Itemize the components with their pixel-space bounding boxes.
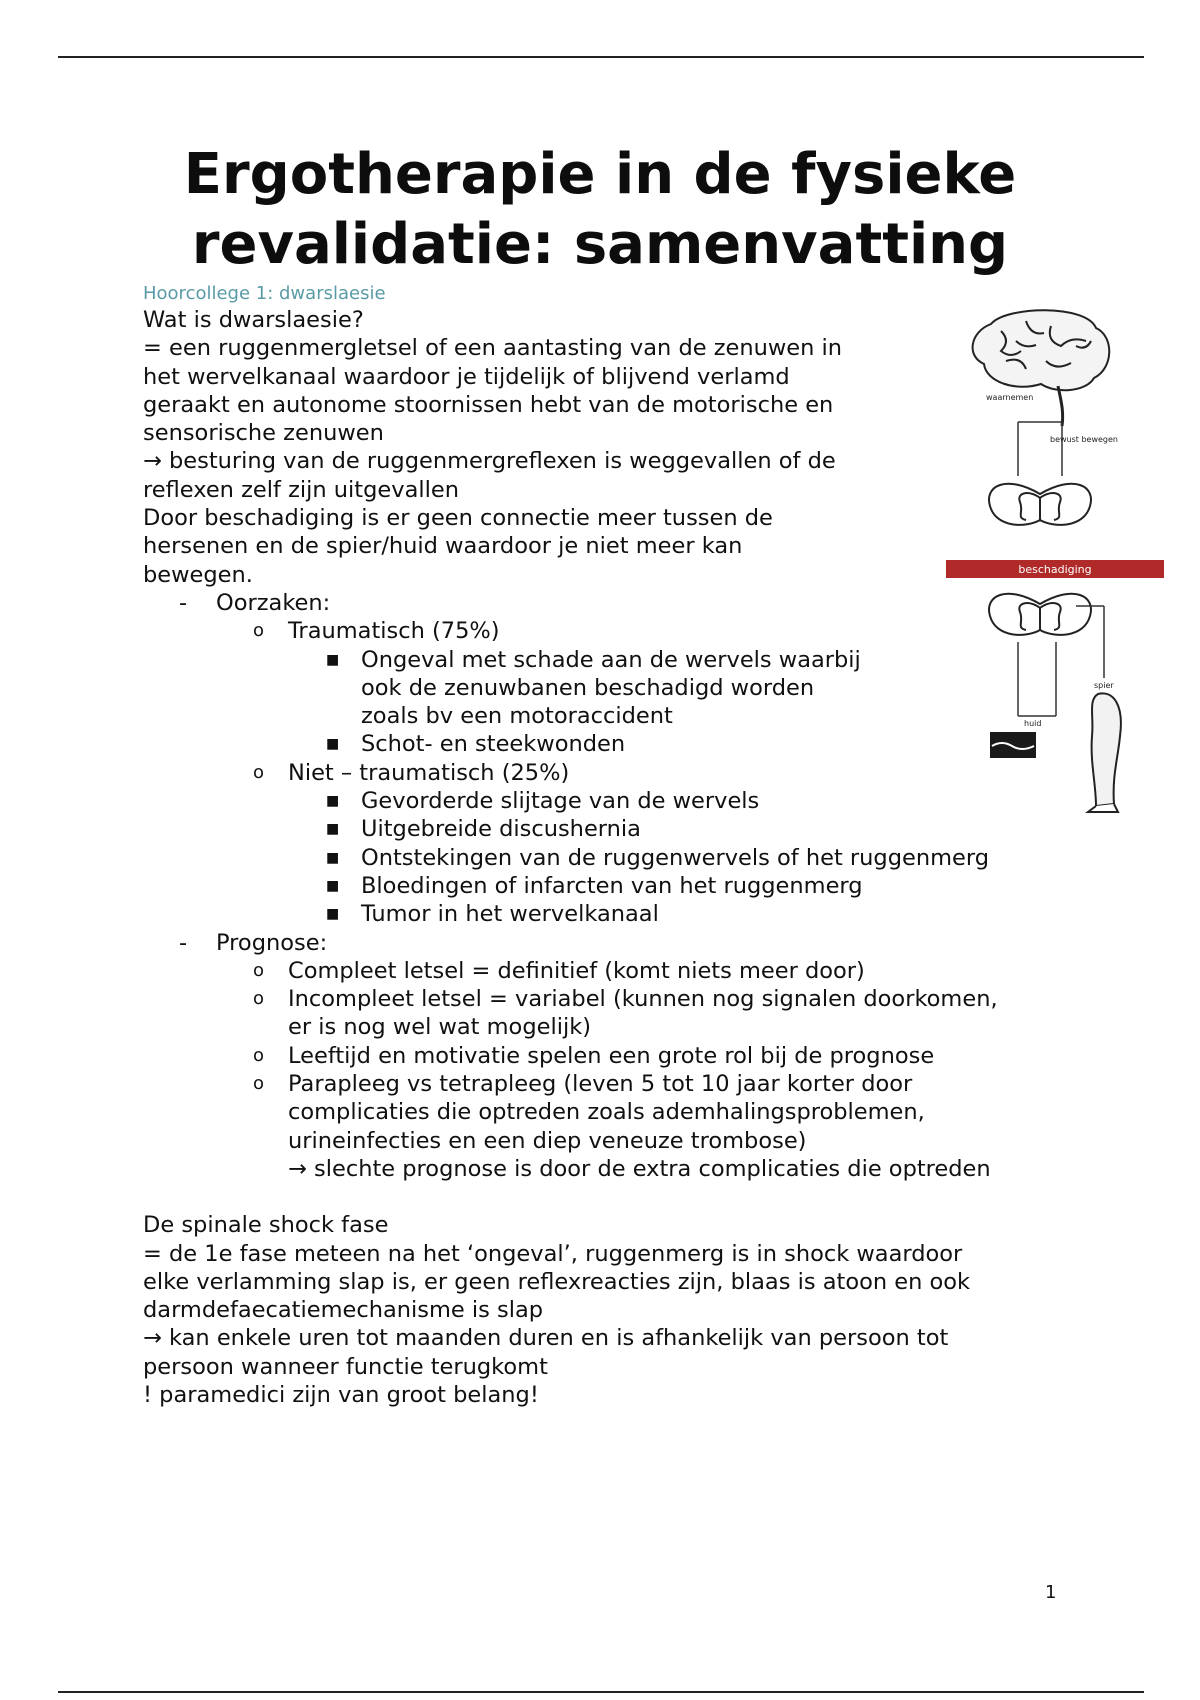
shock-line: = de 1e fase meteen na het ‘ongeval’, ruggenmerg is in shock waardoor bbox=[143, 1240, 963, 1267]
list-item: o Incompleet letsel = variabel (kunnen nog signalen doorkomen, bbox=[253, 986, 998, 1013]
bottom-rule bbox=[58, 1691, 1144, 1693]
list-item: o Compleet letsel = definitief (komt niets meer door) bbox=[253, 957, 865, 984]
list-item-continuation: ook de zenuwbanen beschadigd worden bbox=[361, 674, 815, 701]
shock-line: persoon wanneer functie terugkomt bbox=[143, 1353, 548, 1380]
square-marker: ■ bbox=[326, 821, 340, 838]
definition-line: Door beschadiging is er geen connectie meer tussen de bbox=[143, 505, 773, 532]
brain-icon bbox=[973, 310, 1110, 426]
label-huid: huid bbox=[1024, 719, 1042, 728]
definition-line: geraakt en autonome stoornissen hebt van de motorische en bbox=[143, 391, 834, 418]
circle-marker: o bbox=[253, 988, 265, 1010]
square-marker: ■ bbox=[326, 906, 340, 923]
definition-line: sensorische zenuwen bbox=[143, 420, 384, 447]
label-waarnemen: waarnemen bbox=[986, 393, 1034, 402]
spinal-cord-diagram bbox=[946, 306, 1164, 816]
list-item-continuation: → slechte prognose is door de extra complicaties die optreden bbox=[288, 1155, 991, 1182]
skin-icon bbox=[990, 732, 1036, 758]
list-item: o Parapleeg vs tetrapleeg (leven 5 tot 10 jaar korter door bbox=[253, 1071, 913, 1098]
definition-line: = een ruggenmergletsel of een aantasting van de zenuwen in bbox=[143, 335, 843, 362]
title-line-1: Ergotherapie in de fysieke bbox=[183, 142, 1017, 207]
list-item-continuation: zoals bv een motoraccident bbox=[361, 703, 673, 730]
dash-marker: - bbox=[179, 929, 188, 956]
list-item: ■ Schot- en steekwonden bbox=[326, 731, 626, 758]
document-body bbox=[143, 284, 1073, 1409]
list-item-niet-traumatisch: o Niet – traumatisch (25%) bbox=[253, 759, 570, 786]
circle-marker: o bbox=[253, 959, 265, 981]
square-marker: ■ bbox=[326, 849, 340, 866]
definition-line: hersenen en de spier/huid waardoor je niet meer kan bbox=[143, 533, 743, 560]
list-item-traumatisch: o Traumatisch (75%) bbox=[253, 618, 500, 645]
shock-line: elke verlamming slap is, er geen reflexreacties zijn, blaas is atoon en ook bbox=[143, 1268, 971, 1295]
circle-marker: o bbox=[253, 761, 265, 783]
lecture-subheading: Hoorcollege 1: dwarslaesie bbox=[143, 283, 386, 304]
list-item: o Leeftijd en motivatie spelen een grote rol bij de prognose bbox=[253, 1042, 935, 1069]
nerve-pathways-lower bbox=[1018, 606, 1104, 716]
square-marker: ■ bbox=[326, 651, 340, 668]
nerve-pathways-upper bbox=[1018, 422, 1062, 476]
list-item: ■ Ongeval met schade aan de wervels waarbij bbox=[326, 646, 861, 673]
shock-heading: De spinale shock fase bbox=[143, 1212, 389, 1239]
shock-line: darmdefaecatiemechanisme is slap bbox=[143, 1297, 544, 1324]
circle-marker: o bbox=[253, 1073, 265, 1095]
label-bewust-bewegen: bewust bewegen bbox=[1050, 435, 1118, 444]
shock-line: → kan enkele uren tot maanden duren en is afhankelijk van persoon tot bbox=[143, 1325, 949, 1352]
spinal-cross-section-icon bbox=[989, 484, 1091, 525]
spacer bbox=[143, 1183, 1073, 1211]
list-item: ■ Tumor in het wervelkanaal bbox=[326, 901, 659, 928]
list-item: ■ Uitgebreide discushernia bbox=[326, 816, 641, 843]
square-marker: ■ bbox=[326, 793, 340, 810]
circle-marker: o bbox=[253, 1044, 265, 1066]
list-item-prognose: - Prognose: bbox=[179, 929, 328, 956]
question: Wat is dwarslaesie? bbox=[143, 307, 364, 333]
square-marker: ■ bbox=[326, 736, 340, 753]
leg-muscle-icon bbox=[1088, 693, 1121, 812]
list-item: ■ Ontstekingen van de ruggenwervels of het ruggenmerg bbox=[326, 844, 990, 871]
list-item-oorzaken: - Oorzaken: bbox=[179, 589, 331, 616]
definition-block bbox=[143, 306, 923, 589]
square-marker: ■ bbox=[326, 877, 340, 894]
label-beschadiging: beschadiging bbox=[1018, 563, 1092, 576]
definition-line: bewegen. bbox=[143, 561, 253, 588]
definition-line: het wervelkanaal waardoor je tijdelijk of blijvend verlamd bbox=[143, 363, 790, 390]
title-line-2: revalidatie: samenvatting bbox=[191, 212, 1009, 277]
page-number: 1 bbox=[1045, 1582, 1057, 1603]
list-item-continuation: complicaties die optreden zoals ademhalingsproblemen, bbox=[288, 1099, 925, 1126]
circle-marker: o bbox=[253, 620, 265, 642]
definition-line: → besturing van de ruggenmergreflexen is weggevallen of de bbox=[143, 448, 836, 475]
shock-line: ! paramedici zijn van groot belang! bbox=[143, 1381, 539, 1408]
list-item-continuation: er is nog wel wat mogelijk) bbox=[288, 1014, 592, 1041]
list-item: ■ Gevorderde slijtage van de wervels bbox=[326, 788, 760, 815]
page-title bbox=[100, 140, 1100, 280]
dash-marker: - bbox=[179, 589, 188, 616]
label-spier: spier bbox=[1094, 681, 1114, 690]
spinal-cross-section-icon bbox=[989, 594, 1091, 635]
definition-line: reflexen zelf zijn uitgevallen bbox=[143, 476, 459, 503]
top-rule bbox=[58, 56, 1144, 58]
list-item-continuation: urineinfecties en een diep veneuze trombose) bbox=[288, 1127, 807, 1154]
list-item: ■ Bloedingen of infarcten van het ruggenmerg bbox=[326, 872, 863, 899]
